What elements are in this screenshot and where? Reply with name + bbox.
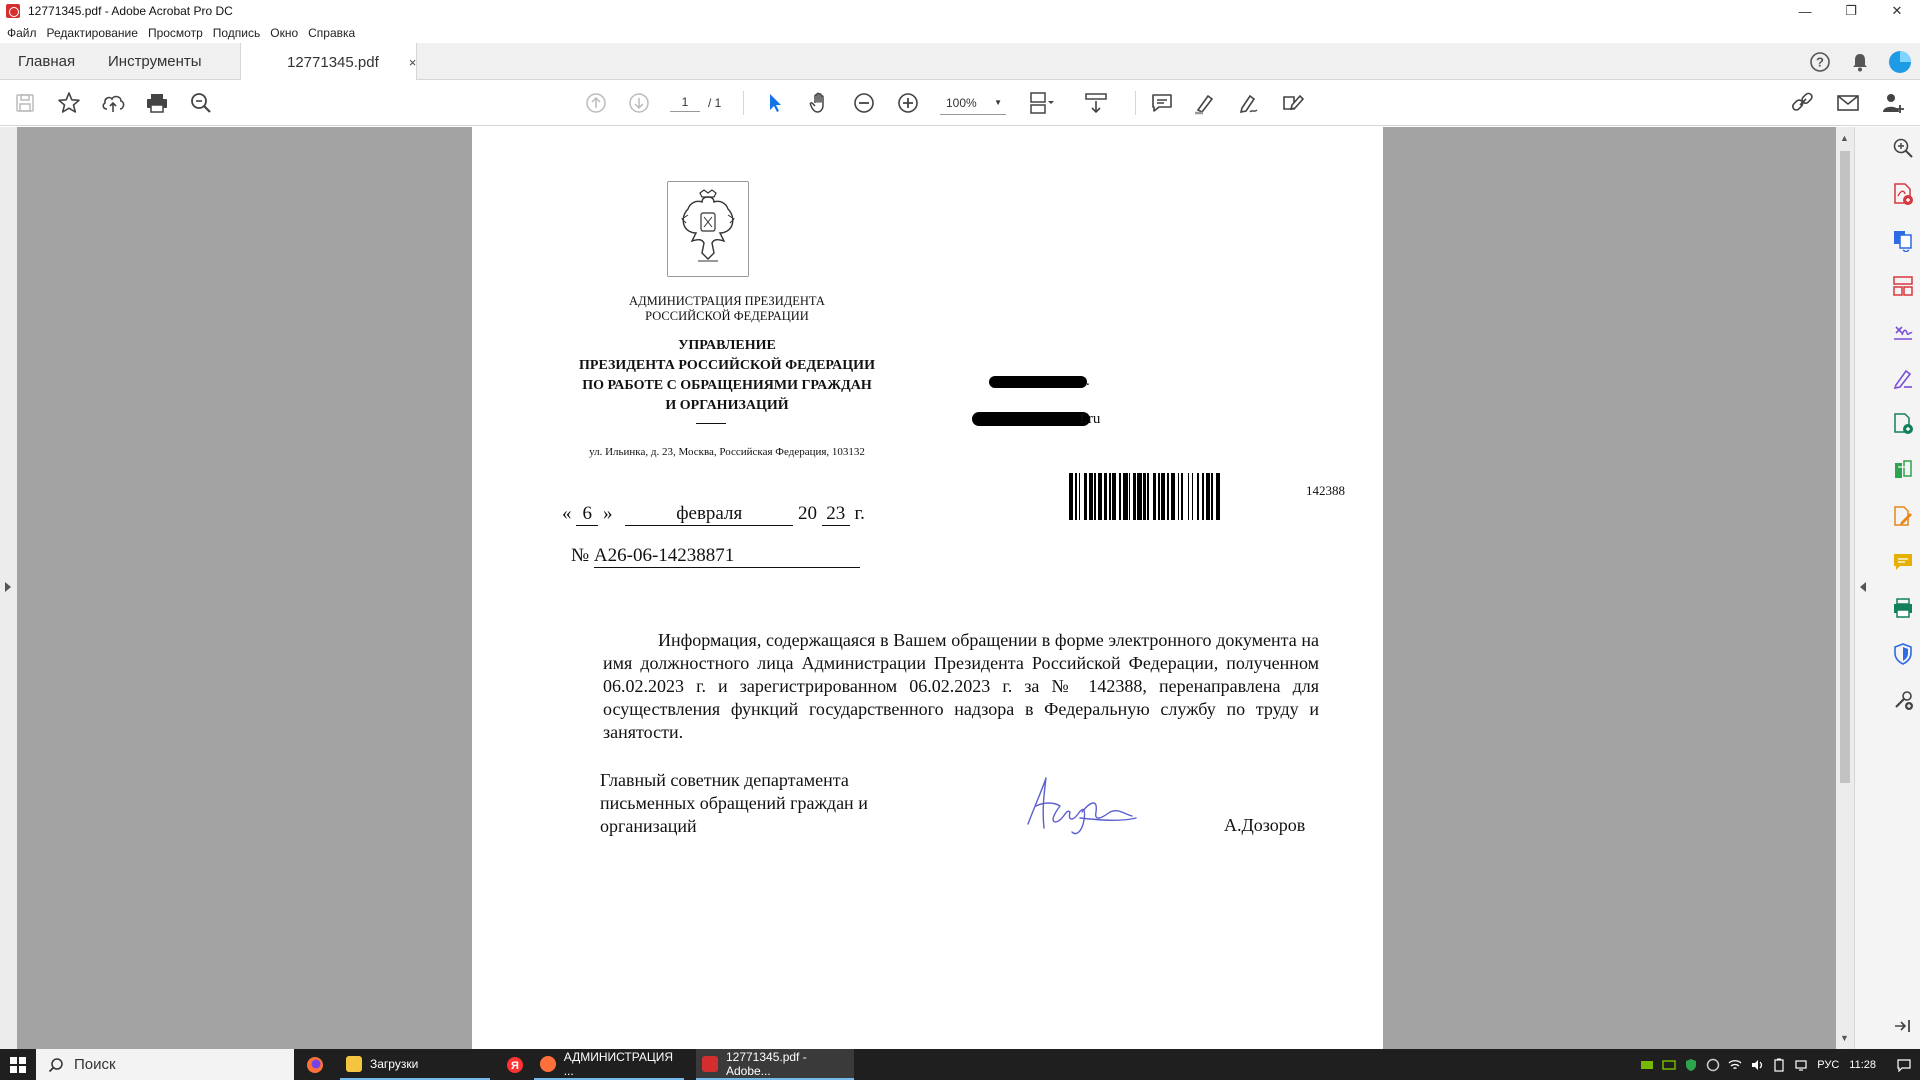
reg-number-value: А26-06-14238871 bbox=[594, 545, 860, 568]
taskbar-item-acrobat[interactable] bbox=[696, 1049, 854, 1080]
share-link-icon[interactable] bbox=[1788, 88, 1818, 118]
print-icon[interactable] bbox=[142, 88, 172, 118]
edit-pdf-icon[interactable] bbox=[1888, 501, 1918, 531]
folder-icon bbox=[346, 1056, 362, 1072]
print-production-icon[interactable] bbox=[1888, 593, 1918, 623]
department-line: ПРЕЗИДЕНТА РОССИЙСКОЙ ФЕДЕРАЦИИ bbox=[579, 358, 875, 373]
barcode-stripe bbox=[1220, 473, 1223, 520]
taskbar-item-label: Загрузки bbox=[370, 1056, 419, 1071]
notification-bell-icon[interactable] bbox=[1840, 43, 1880, 80]
firefox-taskbar-icon[interactable] bbox=[300, 1049, 330, 1080]
barcode bbox=[1069, 473, 1291, 520]
date-line bbox=[562, 503, 865, 526]
document-workspace bbox=[0, 127, 1920, 1049]
reg-number-label: № bbox=[571, 545, 590, 566]
zoom-out-icon[interactable] bbox=[849, 88, 879, 118]
date-suffix: г. bbox=[854, 503, 865, 524]
registration-number-line bbox=[571, 545, 860, 568]
account-area bbox=[1800, 43, 1920, 80]
signer-position-line: организаций bbox=[600, 816, 697, 836]
tab-document[interactable] bbox=[240, 43, 417, 81]
next-page-icon[interactable] bbox=[624, 88, 654, 118]
windows-taskbar bbox=[0, 1049, 1920, 1080]
taskbar-item-downloads[interactable] bbox=[340, 1049, 490, 1080]
close-window-button[interactable]: ✕ bbox=[1891, 3, 1903, 18]
redaction-mark bbox=[972, 412, 1090, 426]
tab-close-icon[interactable]: × bbox=[408, 54, 417, 70]
date-close-quote: » bbox=[603, 503, 613, 524]
window-title: 12771345.pdf - Adobe Acrobat Pro DC bbox=[28, 4, 233, 18]
scroll-mode-icon[interactable] bbox=[1081, 88, 1111, 118]
page-number-input[interactable]: 1 bbox=[670, 95, 700, 112]
request-signature-icon[interactable] bbox=[1888, 363, 1918, 393]
tab-document-label: 12771345.pdf bbox=[287, 53, 379, 71]
scrollbar-thumb[interactable] bbox=[1840, 151, 1850, 783]
scroll-down-icon[interactable]: ▼ bbox=[1840, 1033, 1849, 1043]
create-pdf-icon[interactable] bbox=[1888, 409, 1918, 439]
zoom-search-icon[interactable] bbox=[186, 88, 216, 118]
compare-files-icon[interactable] bbox=[1888, 455, 1918, 485]
add-user-icon[interactable] bbox=[1878, 88, 1908, 118]
combine-files-icon[interactable] bbox=[1888, 225, 1918, 255]
keyboard-language[interactable]: РУС bbox=[1817, 1058, 1840, 1071]
svg-text:Я: Я bbox=[511, 1059, 519, 1072]
security-tray-icon[interactable] bbox=[1681, 1049, 1701, 1080]
expand-left-pane-icon[interactable] bbox=[5, 582, 11, 592]
department-line: ПО РАБОТЕ С ОБРАЩЕНИЯМИ ГРАЖДАН bbox=[582, 378, 872, 393]
administration-line: РОССИЙСКОЙ ФЕДЕРАЦИИ bbox=[645, 309, 809, 323]
toolbar-divider bbox=[743, 91, 744, 115]
signer-position-line: письменных обращений граждан и bbox=[600, 793, 868, 813]
draw-sign-icon[interactable] bbox=[1233, 88, 1263, 118]
coat-of-arms-emblem bbox=[667, 181, 749, 277]
redact-edit-icon[interactable] bbox=[1278, 88, 1308, 118]
zoom-in-icon[interactable] bbox=[893, 88, 923, 118]
menu-bar bbox=[0, 22, 1920, 43]
user-avatar-icon[interactable] bbox=[1880, 43, 1920, 80]
title-bar bbox=[0, 0, 1920, 22]
toolbar-divider bbox=[1135, 91, 1136, 115]
page-display-icon[interactable] bbox=[1026, 88, 1056, 118]
redaction-mark bbox=[989, 376, 1087, 388]
pdf-page bbox=[472, 127, 1383, 1049]
letter-body: Информация, содержащаяся в Вашем обращении в форме электронного документа на имя должностного лица Администрации Президента Российской Федерации, полученном 06.02.2023 г. и зарегистрированном 06.02.2023 г. за № 142388, перенаправлена для осуществления функций государственного надзора в Федеральную службу по труду и занятости. bbox=[603, 630, 1319, 742]
menu-sign[interactable]: Подпись bbox=[212, 25, 261, 40]
hand-tool-icon[interactable] bbox=[805, 88, 835, 118]
recipient-line-1: . bbox=[1086, 373, 1090, 389]
page-total: / 1 bbox=[708, 96, 722, 110]
acrobat-icon bbox=[702, 1056, 718, 1072]
help-icon[interactable] bbox=[1800, 43, 1840, 80]
system-tray bbox=[1637, 1049, 1920, 1080]
previous-page-icon[interactable] bbox=[581, 88, 611, 118]
zoom-tool-icon[interactable] bbox=[1888, 133, 1918, 163]
tools-pane bbox=[1854, 127, 1920, 1049]
date-day: 6 bbox=[576, 503, 598, 526]
volume-tray-icon[interactable] bbox=[1747, 1049, 1767, 1080]
battery-tray-icon[interactable] bbox=[1769, 1049, 1789, 1080]
date-century: 20 bbox=[798, 503, 817, 524]
network-tray-icon[interactable] bbox=[1659, 1049, 1679, 1080]
header-divider bbox=[696, 423, 726, 424]
left-navigation-pane[interactable] bbox=[0, 127, 17, 1049]
zoom-level-value: 100% bbox=[946, 95, 977, 110]
bookmark-star-icon[interactable] bbox=[54, 88, 84, 118]
department-line: УПРАВЛЕНИЕ bbox=[678, 338, 776, 353]
select-cursor-icon[interactable] bbox=[760, 88, 790, 118]
comment-icon[interactable] bbox=[1147, 88, 1177, 118]
window-controls bbox=[1782, 0, 1920, 22]
wifi-tray-icon[interactable] bbox=[1725, 1049, 1745, 1080]
date-month: февраля bbox=[625, 503, 793, 526]
main-toolbar bbox=[0, 80, 1920, 126]
menu-window[interactable]: Окно bbox=[270, 25, 299, 40]
start-button[interactable] bbox=[0, 1049, 36, 1080]
tab-home[interactable]: Главная bbox=[18, 53, 76, 70]
taskbar-search-box[interactable] bbox=[36, 1049, 294, 1080]
zoom-level-select[interactable] bbox=[940, 91, 1006, 115]
tab-bar bbox=[0, 43, 1920, 80]
svg-text:?: ? bbox=[1816, 54, 1824, 69]
handwritten-signature bbox=[1020, 772, 1140, 840]
sender-address: ул. Ильинка, д. 23, Москва, Российская Федерация, 103132 bbox=[589, 446, 865, 458]
sync-tray-icon[interactable] bbox=[1703, 1049, 1723, 1080]
comment-tool-icon[interactable] bbox=[1888, 547, 1918, 577]
restore-button[interactable]: ❐ bbox=[1845, 3, 1857, 18]
save-icon[interactable] bbox=[10, 88, 40, 118]
menu-edit[interactable]: Редактирование bbox=[46, 25, 138, 40]
firefox-icon bbox=[540, 1056, 556, 1072]
page-navigator bbox=[670, 91, 721, 115]
administration-line: АДМИНИСТРАЦИЯ ПРЕЗИДЕНТА bbox=[629, 294, 825, 308]
taskbar-item-label: АДМИНИСТРАЦИЯ ... bbox=[563, 1049, 674, 1078]
department-line: И ОРГАНИЗАЦИЙ bbox=[665, 398, 789, 413]
protect-shield-icon[interactable] bbox=[1888, 639, 1918, 669]
signer-name: А.Дозоров bbox=[1224, 815, 1306, 835]
signer-position bbox=[600, 769, 920, 838]
fill-sign-icon[interactable] bbox=[1888, 317, 1918, 347]
barcode-number: 142388 bbox=[1306, 483, 1345, 498]
organize-pages-icon[interactable] bbox=[1888, 271, 1918, 301]
email-icon[interactable] bbox=[1833, 88, 1863, 118]
yandex-browser-taskbar-icon[interactable] bbox=[500, 1049, 530, 1080]
minimize-button[interactable]: — bbox=[1798, 3, 1812, 19]
scroll-up-icon[interactable]: ▲ bbox=[1840, 133, 1849, 143]
highlight-pen-icon[interactable] bbox=[1190, 88, 1220, 118]
nvidia-tray-icon[interactable] bbox=[1637, 1049, 1657, 1080]
date-open-quote: « bbox=[562, 503, 572, 524]
search-icon bbox=[48, 1057, 64, 1073]
menu-help[interactable]: Справка bbox=[308, 25, 356, 40]
signer-position-line: Главный советник департамента bbox=[600, 770, 849, 790]
menu-view[interactable]: Просмотр bbox=[147, 25, 203, 40]
ethernet-tray-icon[interactable] bbox=[1791, 1049, 1811, 1080]
menu-file[interactable]: Файл bbox=[7, 25, 37, 40]
clock-time[interactable]: 11:28 bbox=[1849, 1058, 1876, 1071]
acrobat-app-icon bbox=[6, 4, 20, 18]
taskbar-item-label: 12771345.pdf - Adobe... bbox=[725, 1049, 807, 1078]
more-tools-icon[interactable] bbox=[1888, 685, 1918, 715]
notifications-icon[interactable] bbox=[1894, 1049, 1914, 1080]
recipient-line-2: l.ru bbox=[1080, 411, 1101, 427]
date-year: 23 bbox=[822, 503, 850, 526]
search-placeholder: Поиск bbox=[74, 1056, 116, 1073]
collapse-right-pane-icon[interactable] bbox=[1860, 582, 1866, 592]
collapse-tools-icon[interactable] bbox=[1888, 1011, 1918, 1041]
taskbar-item-browser[interactable] bbox=[534, 1049, 684, 1080]
tab-tools[interactable]: Инструменты bbox=[108, 53, 202, 70]
export-pdf-icon[interactable] bbox=[1888, 179, 1918, 209]
chevron-down-icon: ▼ bbox=[994, 98, 1002, 107]
department-header bbox=[502, 336, 952, 416]
administration-header bbox=[502, 294, 952, 324]
cloud-upload-icon[interactable] bbox=[98, 88, 128, 118]
vertical-scrollbar[interactable] bbox=[1836, 127, 1854, 1049]
